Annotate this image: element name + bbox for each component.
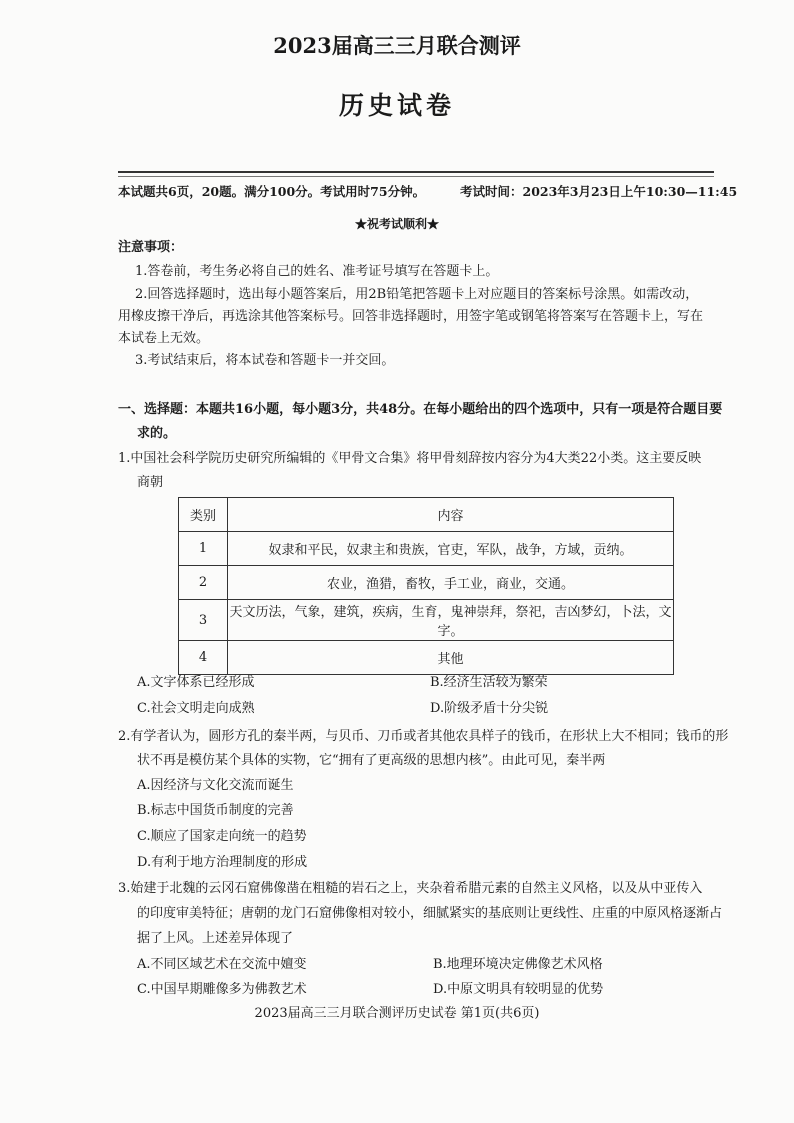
q3-option: C.中国早期雕像多为佛教艺术 [137, 982, 307, 997]
q2-option: D.有利于地方治理制度的形成 [137, 855, 308, 870]
q2-stem: 2.有学者认为，圆形方孔的秦半两，与贝币、刀币或者其他农具样子的钱币，在形状上大不相同；钱币的形 [118, 729, 729, 744]
table-cell: 奴隶和平民，奴隶主和贵族，官吏，军队，战争，方域，贡纳。 [228, 532, 674, 566]
q1-stem-cont: 商朝 [137, 475, 164, 490]
q1-option: A.文字体系已经形成 [137, 675, 255, 690]
q3-stem: 3.始建于北魏的云冈石窟佛像凿在粗糙的岩石之上，夹杂着希腊元素的自然主义风格，以及从中亚传入 [118, 881, 703, 896]
table-row [179, 641, 674, 675]
header-rule [118, 171, 714, 177]
q1-stem: 1.中国社会科学院历史研究所编辑的《甲骨文合集》将甲骨刻辞按内容分为4大类22小类。这主要反映 [118, 451, 702, 466]
note-line: 1.答卷前，考生务必将自己的姓名、准考证号填写在答题卡上。 [135, 264, 499, 279]
notes-heading: 注意事项： [118, 240, 184, 255]
q1-table [178, 497, 674, 675]
table-header: 内容 [228, 498, 674, 532]
table-row [179, 600, 674, 641]
q3-stem-cont: 据了上风。上述差异体现了 [137, 931, 294, 946]
q3-stem-cont: 的印度审美特征；唐朝的龙门石窟佛像相对较小，细腻紧实的基底则让更线性、庄重的中原风格逐渐占 [137, 906, 723, 921]
note-line: 用橡皮擦干净后，再选涂其他答案标号。回答非选择题时，用签字笔或钢笔将答案写在答题卡上，写在 [118, 309, 704, 324]
subject-title: 历史试卷 [338, 91, 455, 120]
q2-option: C.顺应了国家走向统一的趋势 [137, 829, 307, 844]
table-cell: 其他 [228, 641, 674, 675]
q3-option: B.地理环境决定佛像艺术风格 [433, 957, 603, 972]
section-heading-cont: 求的。 [137, 426, 177, 441]
table-cell: 天文历法，气象，建筑，疾病，生育，鬼神崇拜，祭祀，吉凶梦幻，卜法，文字。 [228, 600, 674, 641]
blessing: ★祝考试顺利★ [354, 217, 439, 231]
table-header: 类别 [179, 498, 228, 532]
table-cell: 1 [179, 532, 228, 566]
table-cell: 农业，渔猎，畜牧，手工业，商业，交通。 [228, 566, 674, 600]
note-line: 3.考试结束后，将本试卷和答题卡一并交回。 [135, 353, 395, 368]
exam-info: 本试题共6页，20题。满分100分。考试用时75分钟。 [118, 184, 426, 199]
exam-title: 2023届高三三月联合测评 [273, 33, 521, 58]
table-cell: 2 [179, 566, 228, 600]
page-footer: 2023届高三三月联合测评历史试卷 第1页(共6页) [254, 1006, 540, 1021]
table-cell: 4 [179, 641, 228, 675]
exam-time: 考试时间：2023年3月23日上午10:30—11:45 [460, 184, 738, 199]
q2-option: B.标志中国货币制度的完善 [137, 803, 294, 818]
note-line: 2.回答选择题时，选出每小题答案后，用2B铅笔把答题卡上对应题目的答案标号涂黑。如需改动， [135, 287, 699, 302]
note-line: 本试卷上无效。 [118, 331, 210, 346]
section-heading: 一、选择题：本题共16小题，每小题3分，共48分。在每小题给出的四个选项中，只有一项是符合题目要 [118, 402, 723, 417]
table-cell: 3 [179, 600, 228, 641]
q2-stem-cont: 状不再是模仿某个具体的实物，它“拥有了更高级的思想内核”。由此可见，秦半两 [137, 753, 606, 768]
table-row [179, 566, 674, 600]
table-row [179, 532, 674, 566]
q1-option: C.社会文明走向成熟 [137, 701, 255, 716]
q3-option: D.中原文明具有较明显的优势 [433, 982, 604, 997]
q1-option: D.阶级矛盾十分尖锐 [430, 701, 549, 716]
q3-option: A.不同区域艺术在交流中嬗变 [137, 957, 307, 972]
q2-option: A.因经济与文化交流而诞生 [137, 778, 294, 793]
q1-option: B.经济生活较为繁荣 [430, 675, 548, 690]
